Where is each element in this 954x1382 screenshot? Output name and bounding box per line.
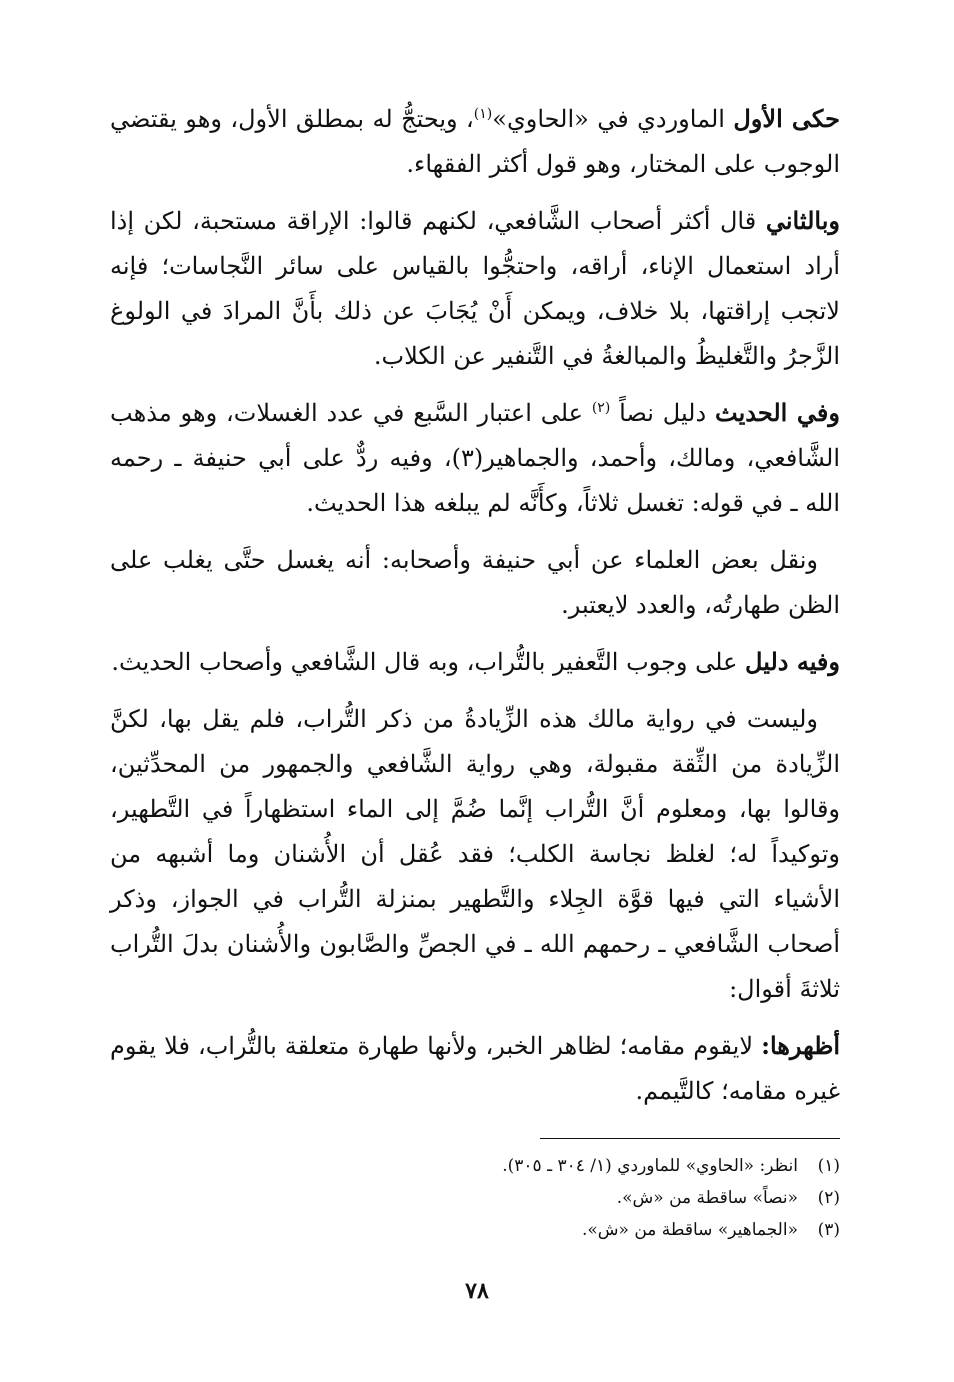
footnote-marker: (١) [473, 106, 493, 122]
footnote-text: انظر: «الحاوي» للماوردي (١/ ٣٠٤ ـ ٣٠٥). [502, 1156, 798, 1176]
footnote-2 [300, 1182, 840, 1214]
footnote-1 [300, 1150, 840, 1182]
paragraph-text: لايقوم مقامه؛ لظاهر الخبر، ولأنها طهارة متعلقة بالتُّراب، فلا يقوم غيره مقامه؛ كالتَّيمم. [110, 1032, 840, 1105]
paragraph-lead: أظهرها: [761, 1031, 840, 1060]
page-number: ٧٨ [465, 1278, 489, 1304]
footnote-number: (٣) [817, 1220, 840, 1240]
paragraph-lead: حكى الأول [733, 104, 840, 133]
paragraph-lead: وبالثاني [765, 206, 840, 235]
paragraph-2 [110, 198, 840, 379]
footnote-number: (٢) [817, 1188, 840, 1208]
paragraph-6 [110, 696, 840, 1012]
paragraph-5 [110, 639, 840, 685]
paragraph-lead: وفيه دليل [745, 647, 840, 676]
footnote-marker: (٢) [591, 400, 611, 416]
paragraph-text: دليل نصاً [610, 399, 716, 427]
paragraph-text: ونقل بعض العلماء عن أبي حنيفة وأصحابه: أنه يغسل حتَّى يغلب على الظن طهارتُه، والعدد لايعتبر. [110, 546, 840, 619]
footnote-separator [540, 1138, 840, 1139]
paragraph-text: وليست في رواية مالك هذه الزِّيادةُ من ذكر التُّراب، فلم يقل بها، لكنَّ الزِّيادة من الثِّقة مقبولة، وهي رواية الشَّافعي والجمهور من المحدِّثين، وقالوا بها، ومعلوم أنَّ التُّراب إنَّما ضُمَّ إلى الماء استظهاراً في التَّطهير، وتوكيداً له؛ لغلظ نجاسة الكلب؛ فقد عُقل أن الأُشنان وما أشبهه من الأشياء التي فيها قوَّة الجِلاء والتَّطهير بمنزلة التُّراب في الجواز، وذكر أصحاب الشَّافعي ـ رحمهم الله ـ في الجصِّ والصَّابون والأُشنان بدلَ التُّراب ثلاثةَ أقوال: [110, 705, 841, 1003]
footnote-number: (١) [817, 1156, 840, 1176]
paragraph-3 [110, 390, 840, 526]
paragraph-1 [110, 96, 840, 187]
paragraph-text: على وجوب التَّعفير بالتُّراب، وبه قال الشَّافعي وأصحاب الحديث. [111, 648, 746, 676]
paragraph-tail: ، ويحتجُّ له بمطلق الأول، وهو يقتضي الوجوب على المختار، وهو قول أكثر الفقهاء. [110, 105, 840, 178]
paragraph-lead: وفي الحديث [715, 398, 840, 427]
paragraph-text: قال أكثر أصحاب الشَّافعي، لكنهم قالوا: الإراقة مستحبة، لكن إذا أراد استعمال الإناء، أراقه، واحتجُّوا بالقياس على سائر النَّجاسات؛ فإنه لاتجب إراقتها، بلا خلاف، ويمكن أَنْ يُجَابَ عن ذلك بأَنَّ المرادَ في الولوغ الزَّجرُ والتَّغليظُ والمبالغةُ في التَّنفير عن الكلاب. [110, 207, 840, 370]
paragraph-4 [110, 537, 840, 628]
paragraph-7 [110, 1023, 840, 1114]
paragraph-text: الماوردي في «الحاوي» [492, 105, 734, 133]
paragraph-tail: على اعتبار السَّبع في عدد الغسلات، وهو مذهب الشَّافعي، ومالك، وأحمد، والجماهير(٣)، وفيه ردٌّ على أبي حنيفة ـ رحمه الله ـ في قوله: تغسل ثلاثاً، وكأَنَّه لم يبلغه هذا الحديث. [110, 399, 841, 517]
main-text [110, 96, 840, 1125]
footnote-3 [300, 1214, 840, 1246]
footnote-text: «الجماهير» ساقطة من «ش». [582, 1220, 798, 1240]
footnotes [300, 1150, 840, 1246]
footnote-text: «نصاً» ساقطة من «ش». [616, 1188, 798, 1208]
